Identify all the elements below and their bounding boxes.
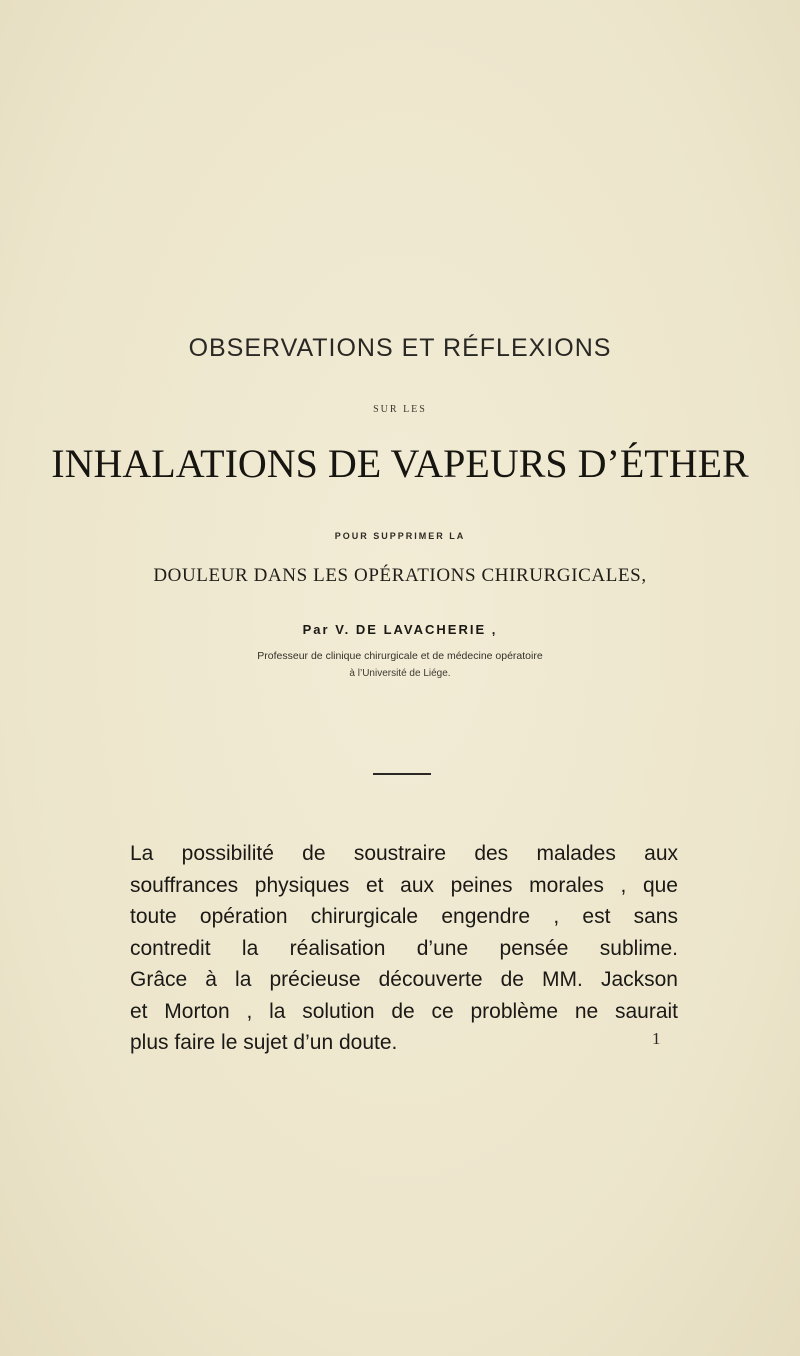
body-line: toute opération chirurgicale engendre , est sans	[130, 905, 678, 928]
subtitle-sur-les: SUR LES	[373, 404, 427, 415]
body-paragraph	[130, 838, 678, 1059]
title-line-inhalations: INHALATIONS DE VAPEURS D’ÉTHER	[51, 441, 749, 486]
section-divider	[373, 773, 431, 775]
body-line: contredit la réalisation d’une pensée sublime.	[130, 936, 678, 960]
author-affiliation-line1: Professeur de clinique chirurgicale et de médecine opératoire	[257, 650, 543, 662]
body-line: plus faire le sujet d’un doute.	[130, 1031, 398, 1054]
subtitle-pour-supprimer: POUR SUPPRIMER LA	[334, 531, 466, 541]
body-line: souffrances physiques et aux peines morales , que	[130, 873, 678, 897]
author-byline: Par V. DE LAVACHERIE ,	[302, 622, 498, 637]
body-line: et Morton , la solution de ce problème ne saurait	[130, 999, 678, 1023]
title-line-observations: OBSERVATIONS ET RÉFLEXIONS	[188, 334, 612, 362]
body-line: Grâce à la précieuse découverte de MM. Jackson	[130, 968, 678, 991]
author-affiliation-line2: à l’Université de Liége.	[349, 668, 451, 679]
title-line-douleur: DOULEUR DANS LES OPÉRATIONS CHIRURGICALES,	[153, 565, 647, 586]
body-line: La possibilité de soustraire des malades aux	[130, 842, 678, 865]
page-number: 1	[652, 1029, 661, 1048]
